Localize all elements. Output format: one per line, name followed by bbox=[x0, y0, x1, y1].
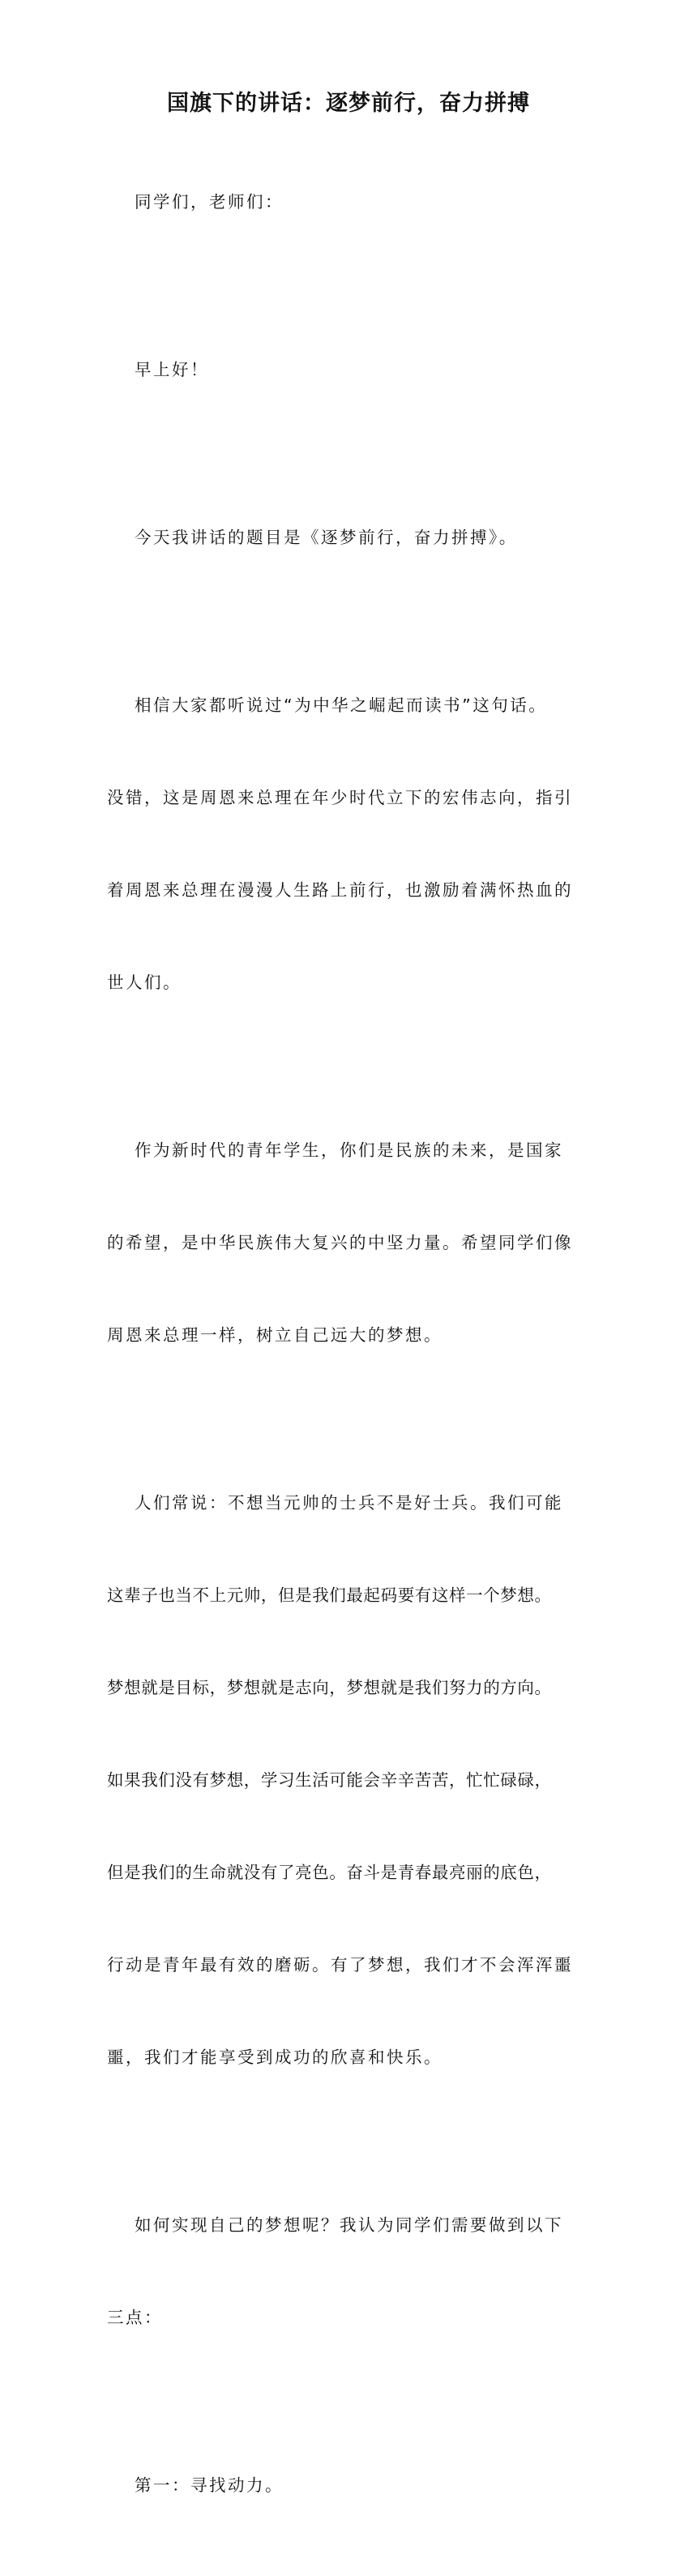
paragraph-line: 行动是青年最有效的磨砺。有了梦想，我们才不会浑浑噩 bbox=[107, 1955, 573, 1975]
paragraph-line: 但是我们的生命就没有了亮色。奋斗是青春最亮丽的底色， bbox=[107, 1863, 552, 1882]
paragraph-line: 人们常说：不想当元帅的士兵不是好士兵。我们可能 bbox=[135, 1493, 563, 1513]
paragraph-line: 早上好！ bbox=[135, 360, 209, 379]
paragraph-line: 相信大家都听说过“为中华之崛起而读书”这句话。 bbox=[135, 695, 548, 715]
paragraph-first-point bbox=[107, 2408, 593, 2562]
document-title: 国旗下的讲话：逐梦前行，奋力拼搏 bbox=[167, 91, 530, 116]
paragraph-line: 这辈子也当不上元帅，但是我们最起码要有这样一个梦想。 bbox=[107, 1585, 552, 1605]
paragraph-line: 的希望，是中华民族伟大复兴的中坚力量。希望同学们像 bbox=[107, 1233, 573, 1252]
paragraph-zhou-enlai bbox=[107, 628, 593, 1059]
paragraph-line: 如何实现自己的梦想呢？我认为同学们需要做到以下 bbox=[135, 2215, 563, 2235]
paragraph-line: 梦想就是目标，梦想就是志向，梦想就是我们努力的方向。 bbox=[107, 1678, 552, 1697]
paragraph-line: 周恩来总理一样，树立自己远大的梦想。 bbox=[107, 1325, 443, 1345]
paragraph-line: 世人们。 bbox=[107, 973, 182, 992]
paragraph-dream bbox=[107, 1426, 593, 2134]
document-body bbox=[107, 125, 593, 2576]
paragraph-how bbox=[107, 2148, 593, 2394]
paragraph-topic bbox=[107, 460, 593, 614]
paragraph-line: 着周恩来总理在漫漫人生路上前行，也激励着满怀热血的 bbox=[107, 880, 573, 900]
paragraph-line: 第一：寻找动力。 bbox=[135, 2475, 284, 2495]
paragraph-new-era bbox=[107, 1073, 593, 1412]
paragraph-line: 同学们，老师们： bbox=[135, 192, 284, 212]
paragraph-line: 三点： bbox=[107, 2308, 163, 2327]
paragraph-line: 如果我们没有梦想，学习生活可能会辛辛苦苦，忙忙碌碌， bbox=[107, 1770, 552, 1790]
paragraph-line: 噩，我们才能享受到成功的欣喜和快乐。 bbox=[107, 2048, 443, 2067]
paragraph-line: 没错，这是周恩来总理在年少时代立下的宏伟志向，指引 bbox=[107, 788, 573, 807]
paragraph-greeting bbox=[107, 125, 593, 279]
paragraph-line: 今天我讲话的题目是《逐梦前行，奋力拼搏》。 bbox=[135, 528, 518, 547]
paragraph-good-morning bbox=[107, 293, 593, 447]
paragraph-line: 作为新时代的青年学生，你们是民族的未来，是国家 bbox=[135, 1140, 563, 1160]
